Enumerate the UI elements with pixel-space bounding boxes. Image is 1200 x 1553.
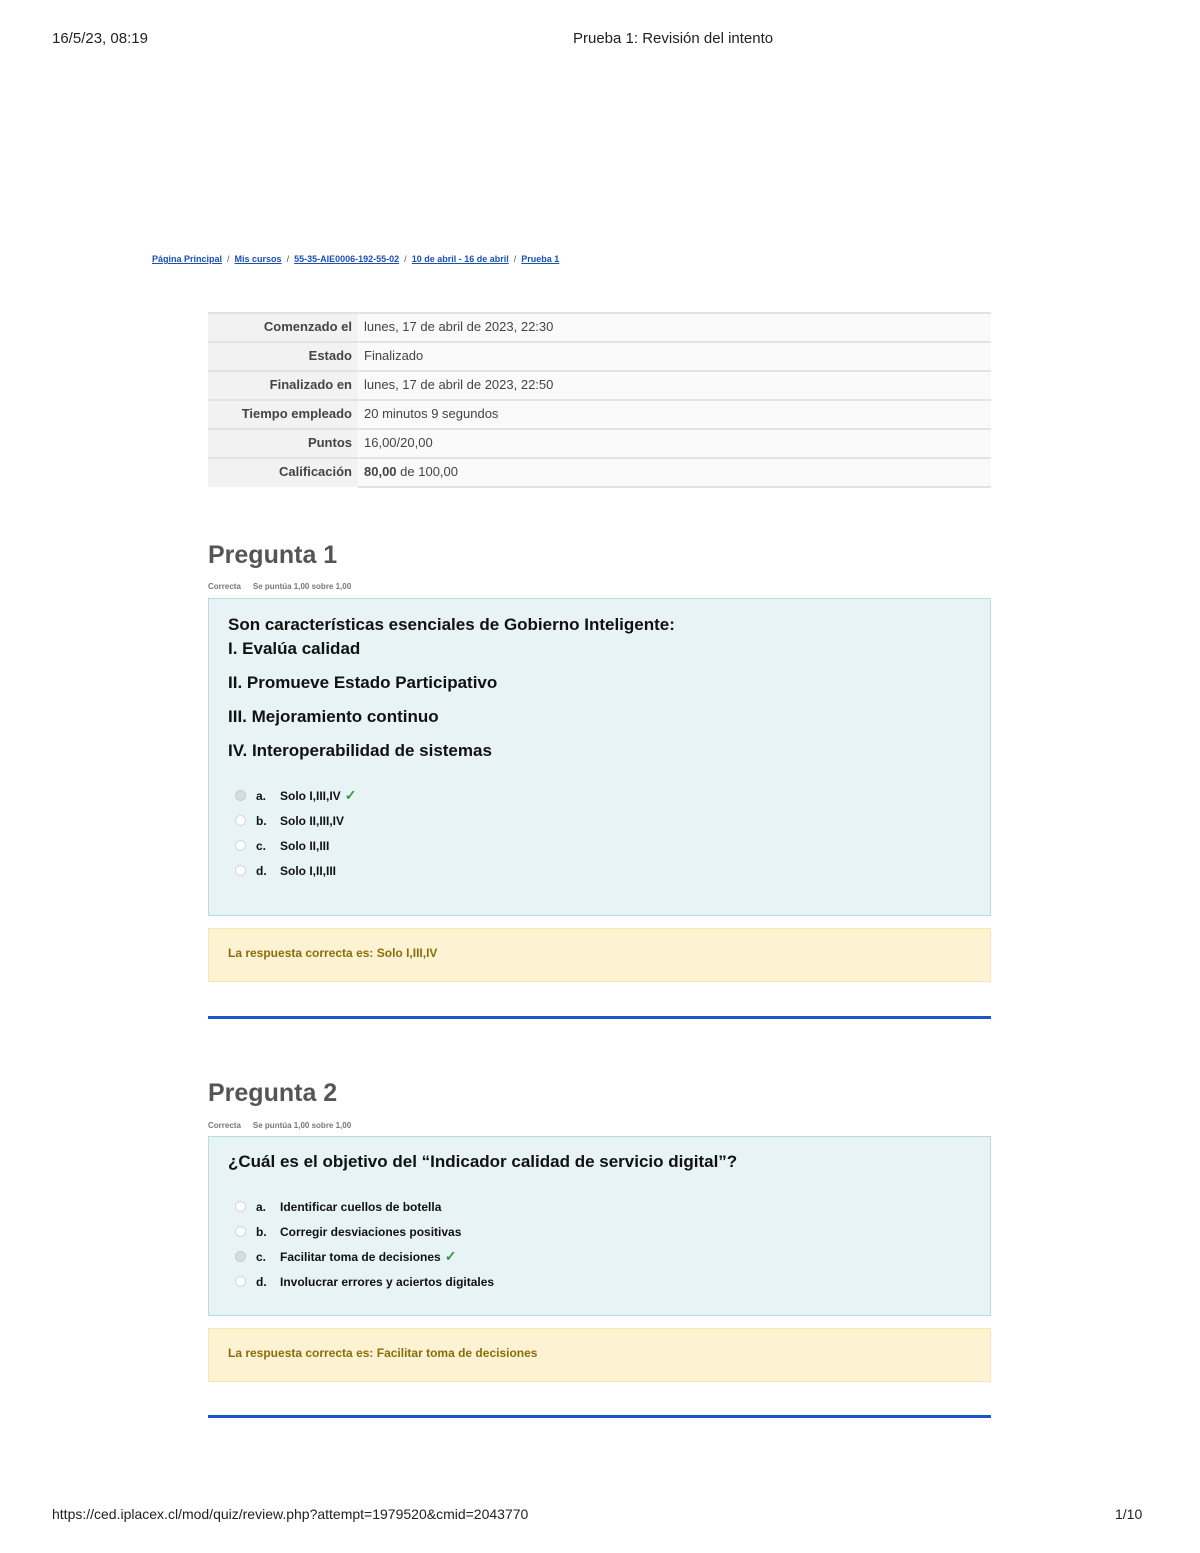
radio-button[interactable] (235, 1201, 246, 1212)
print-url: https://ced.iplacex.cl/mod/quiz/review.php?attempt=1979520&cmid=2043770 (52, 1506, 529, 1522)
question-2-title: Pregunta 2 (208, 1079, 338, 1107)
question-2-content (208, 1136, 991, 1316)
summary-row-started (208, 313, 991, 342)
option-text: Corregir desviaciones positivas (280, 1224, 462, 1239)
question-2-options (235, 1194, 990, 1294)
summary-value: lunes, 17 de abril de 2023, 22:30 (358, 313, 991, 342)
question-2-feedback (208, 1328, 991, 1382)
radio-button[interactable] (235, 815, 246, 826)
breadcrumb-my-courses-link[interactable]: Mis cursos (234, 254, 282, 264)
radio-button[interactable] (235, 865, 246, 876)
question-1-info (208, 582, 363, 591)
breadcrumb-quiz-link[interactable]: Prueba 1 (521, 254, 560, 264)
option-text: Solo II,III (280, 838, 330, 853)
option-text: Solo I,II,III (280, 863, 337, 878)
breadcrumb-week-link[interactable]: 10 de abril - 16 de abril (411, 254, 509, 264)
question-1-feedback (208, 928, 991, 982)
question-1-title: Pregunta 1 (208, 541, 338, 569)
option-letter: b. (256, 1224, 267, 1239)
summary-label: Estado (208, 342, 358, 371)
answer-option-c[interactable] (235, 833, 990, 858)
summary-row-grade (208, 458, 991, 487)
radio-button[interactable] (235, 1251, 246, 1262)
answer-option-b[interactable] (235, 808, 990, 833)
option-letter: a. (256, 1199, 267, 1214)
print-datetime: 16/5/23, 08:19 (52, 30, 148, 47)
question-divider (208, 1415, 991, 1418)
option-text: Solo I,III,IV (280, 788, 341, 803)
summary-value: Finalizado (358, 342, 991, 371)
option-text: Involucrar errores y aciertos digitales (280, 1274, 495, 1289)
answer-option-a[interactable] (235, 1194, 990, 1219)
answer-option-a[interactable] (235, 783, 990, 808)
feedback-text: La respuesta correcta es: Solo I,III,IV (228, 946, 438, 960)
question-text-line: I. Evalúa calidad (228, 639, 361, 658)
question-score: Se puntúa 1,00 sobre 1,00 (252, 1121, 352, 1130)
question-text-line: III. Mejoramiento continuo (228, 707, 439, 726)
summary-row-time (208, 400, 991, 429)
summary-value: 16,00/20,00 (358, 429, 991, 458)
question-status: Correcta (208, 1121, 241, 1130)
print-page-number: 1/10 (1115, 1506, 1143, 1522)
correct-check-icon: ✓ (344, 787, 357, 803)
summary-row-points (208, 429, 991, 458)
correct-check-icon: ✓ (444, 1248, 457, 1264)
question-2-info (208, 1121, 363, 1130)
summary-label: Calificación (208, 458, 358, 487)
question-2-text (228, 1152, 990, 1172)
question-text-line: II. Promueve Estado Participativo (228, 673, 498, 692)
answer-option-d[interactable] (235, 1269, 990, 1294)
option-letter: d. (256, 1274, 267, 1289)
question-1-text (228, 615, 990, 761)
option-letter: b. (256, 813, 267, 828)
grade-score: 80,00 (364, 464, 397, 479)
summary-value (358, 458, 991, 487)
option-text: Facilitar toma de decisiones (280, 1249, 441, 1264)
question-text-line: Son características esenciales de Gobierno Inteligente: (228, 615, 675, 634)
option-text: Identificar cuellos de botella (280, 1199, 442, 1214)
question-1-content (208, 598, 991, 916)
attempt-summary-table (208, 312, 991, 488)
summary-label: Puntos (208, 429, 358, 458)
summary-label: Tiempo empleado (208, 400, 358, 429)
summary-label: Comenzado el (208, 313, 358, 342)
grade-rest: de 100,00 (400, 464, 459, 479)
question-status: Correcta (208, 582, 241, 591)
question-1-options (235, 783, 990, 883)
feedback-text: La respuesta correcta es: Facilitar toma de decisiones (228, 1346, 538, 1360)
option-letter: a. (256, 788, 267, 803)
question-divider (208, 1016, 991, 1019)
breadcrumb: Página Principal / Mis cursos / 55-35-AIE0006-192-55-02 / 10 de abril - 16 de abril / Prueba 1 (152, 254, 560, 264)
summary-row-finished (208, 371, 991, 400)
print-title: Prueba 1: Revisión del intento (573, 30, 774, 47)
question-text-line: IV. Interoperabilidad de sistemas (228, 741, 492, 760)
option-letter: c. (256, 838, 267, 853)
summary-value: 20 minutos 9 segundos (358, 400, 991, 429)
answer-option-c[interactable] (235, 1244, 990, 1269)
radio-button[interactable] (235, 840, 246, 851)
radio-button[interactable] (235, 1276, 246, 1287)
breadcrumb-course-link[interactable]: 55-35-AIE0006-192-55-02 (294, 254, 400, 264)
summary-value: lunes, 17 de abril de 2023, 22:50 (358, 371, 991, 400)
breadcrumb-home-link[interactable]: Página Principal (152, 254, 223, 264)
option-letter: d. (256, 863, 267, 878)
option-text: Solo II,III,IV (280, 813, 345, 828)
question-score: Se puntúa 1,00 sobre 1,00 (252, 582, 352, 591)
summary-label: Finalizado en (208, 371, 358, 400)
radio-button[interactable] (235, 790, 246, 801)
answer-option-b[interactable] (235, 1219, 990, 1244)
summary-row-state (208, 342, 991, 371)
option-letter: c. (256, 1249, 267, 1264)
question-text-line: ¿Cuál es el objetivo del “Indicador calidad de servicio digital”? (228, 1152, 738, 1171)
radio-button[interactable] (235, 1226, 246, 1237)
answer-option-d[interactable] (235, 858, 990, 883)
